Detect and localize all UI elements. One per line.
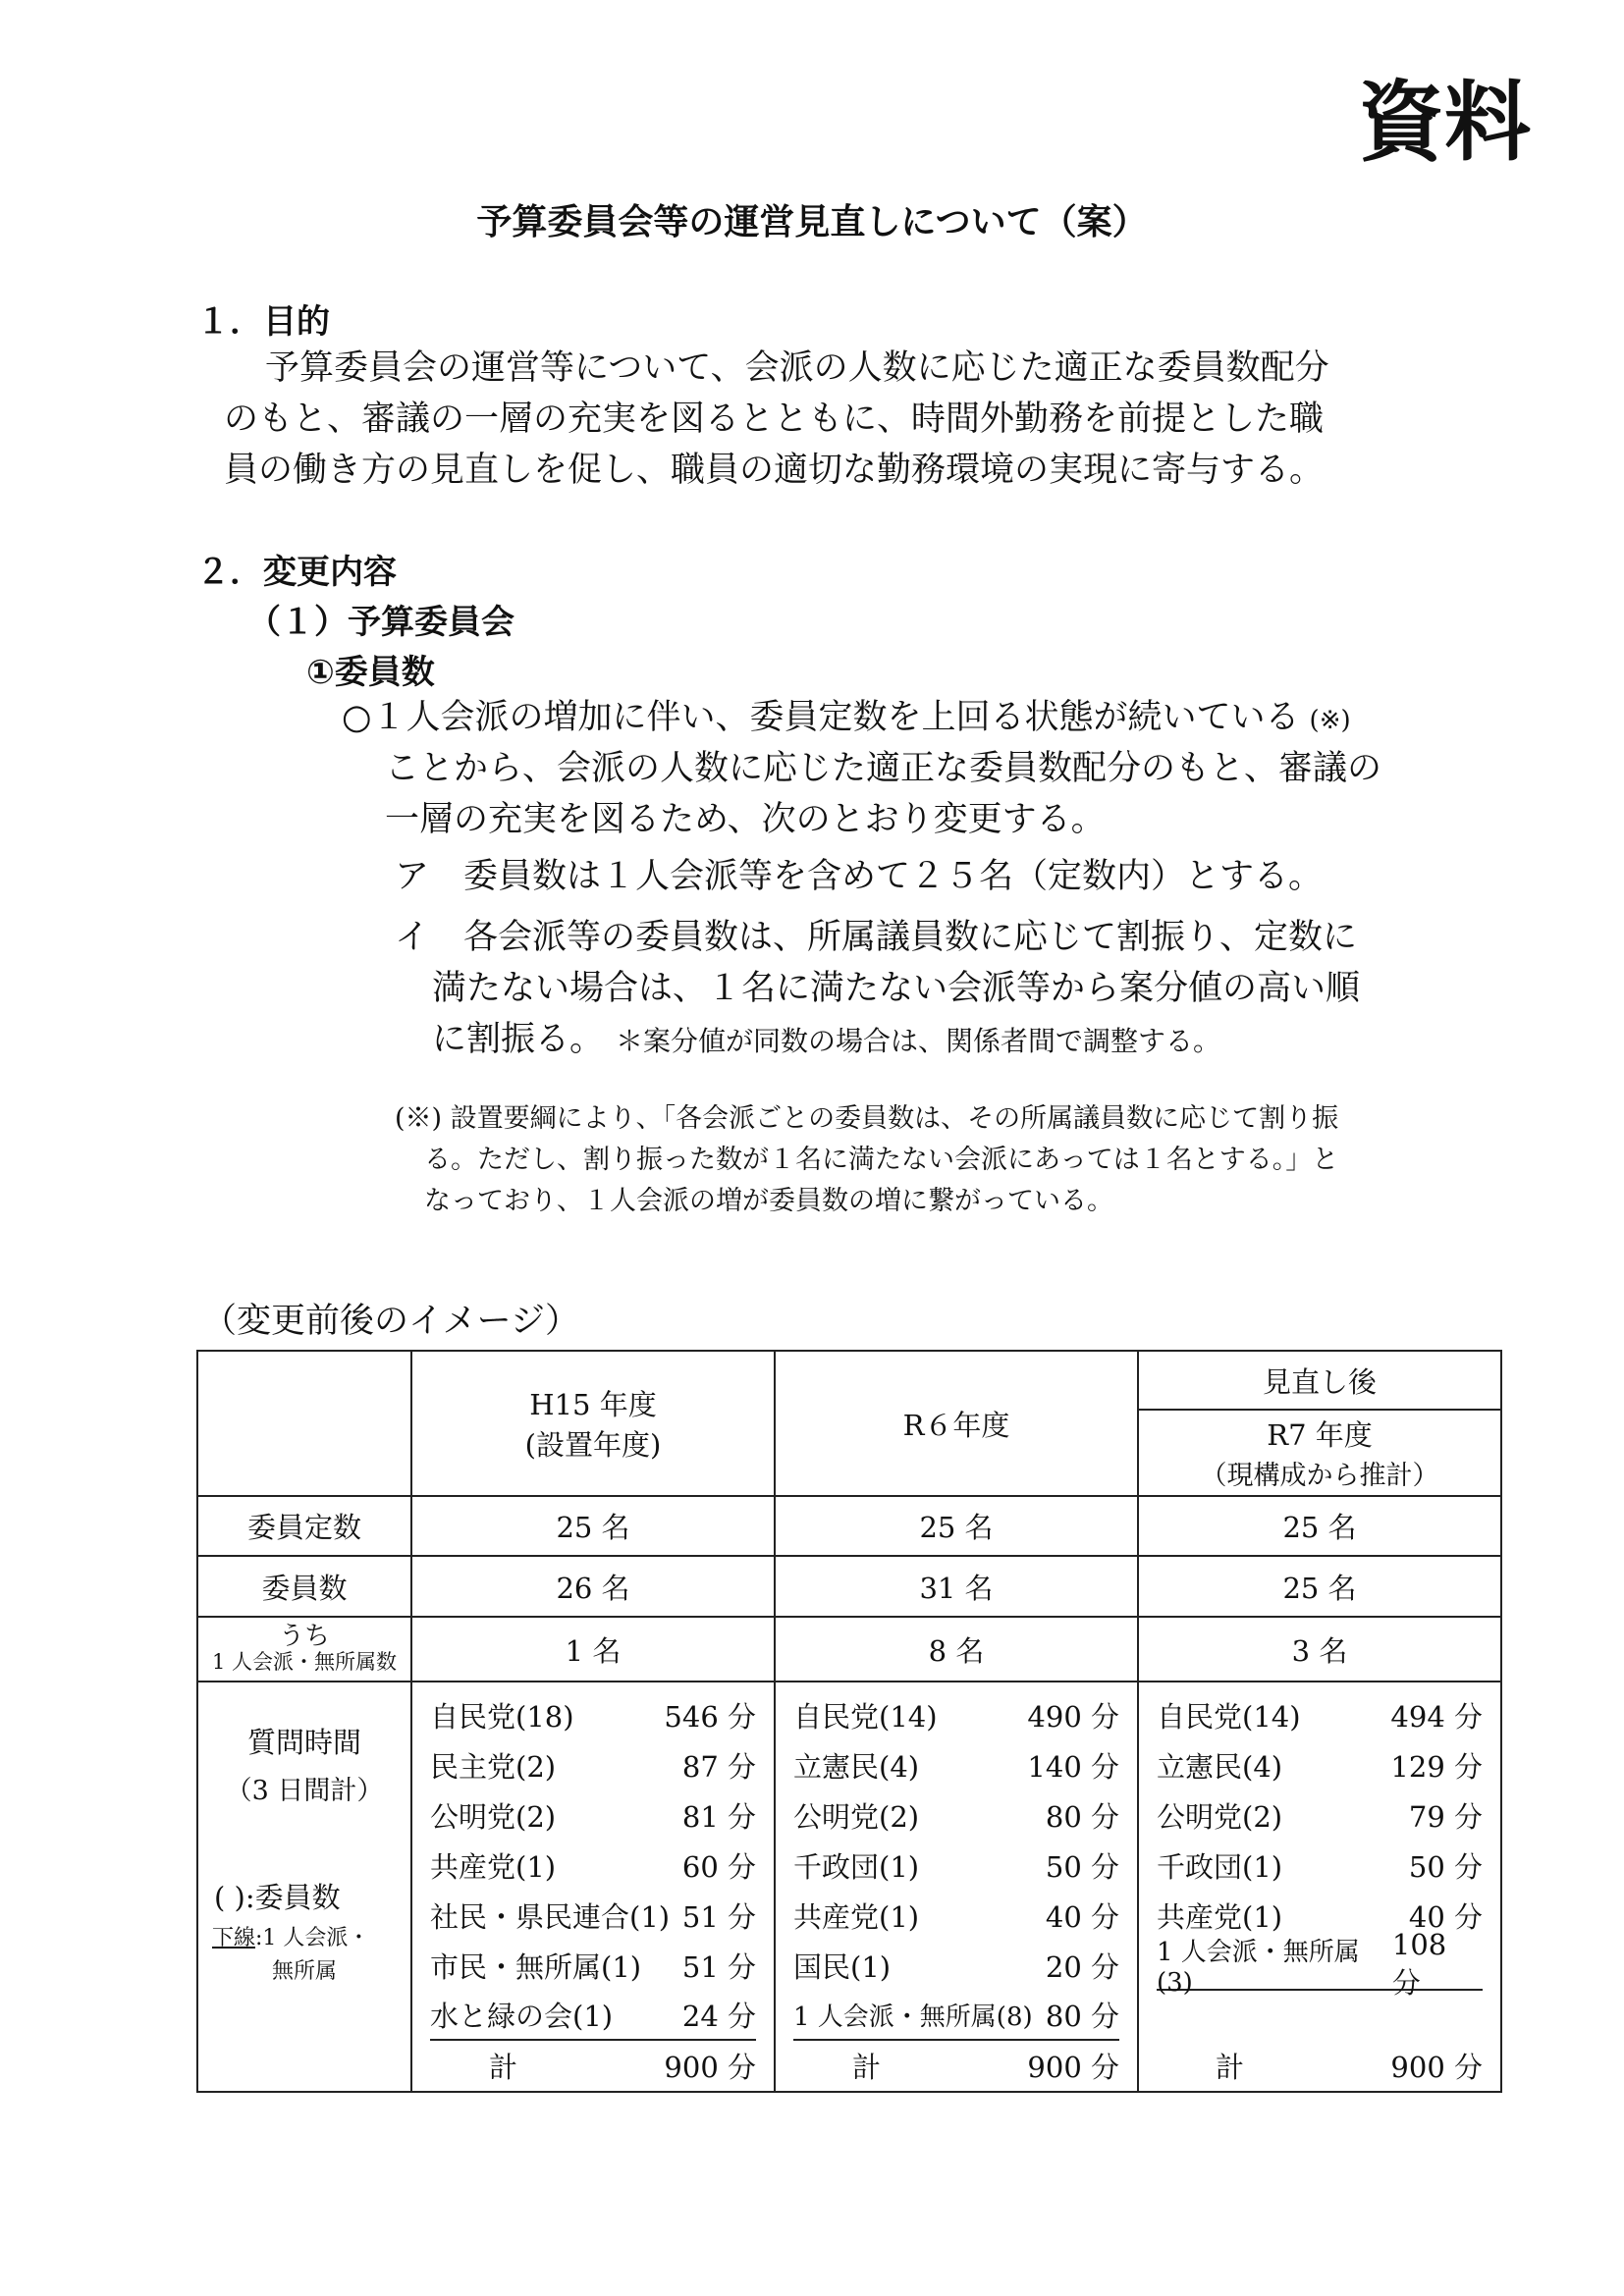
question-list-r7	[1139, 1682, 1500, 2091]
party-minutes: 490 分	[1027, 1700, 1119, 1734]
section-1-heading: １．目的	[196, 302, 330, 342]
item-a: ア 委員数は１人会派等を含めて２５名（定数内）とする。	[395, 857, 1324, 896]
header-empty-cell	[197, 1351, 411, 1496]
party-minutes: 24 分	[681, 2000, 756, 2033]
list-item	[1157, 1928, 1483, 2000]
total-label: 計	[1216, 2051, 1245, 2084]
row-label-single-member	[197, 1617, 411, 1682]
total-row	[430, 2041, 756, 2091]
members-r6: 31 名	[775, 1556, 1138, 1617]
question-time-label: 質問時間	[246, 1726, 361, 1759]
question-r7	[1138, 1682, 1501, 2092]
list-item	[430, 1941, 756, 1991]
footnote-line-2: る。ただし、割り振った数が１名に満たない会派にあっては１名とする。」と	[424, 1145, 1339, 1175]
note-mark: (※)	[1309, 706, 1351, 735]
change-para-line-2: ことから、会派の人数に応じた適正な委員数配分のもと、審議の	[385, 749, 1382, 788]
party-name: 社民・県民連合(1)	[430, 1900, 671, 1934]
list-item	[430, 1790, 756, 1841]
list-item	[793, 1740, 1119, 1790]
party-name: 水と緑の会(1)	[430, 2000, 614, 2033]
document-stamp: 資料	[1357, 72, 1531, 173]
party-minutes: 87 分	[681, 1750, 756, 1784]
list-item	[793, 1690, 1119, 1740]
row-label-quota: 委員定数	[197, 1496, 411, 1556]
row-question-time	[197, 1682, 1501, 2092]
party-minutes: 40 分	[1045, 1900, 1119, 1934]
table-caption: （変更前後のイメージ）	[202, 1302, 579, 1341]
party-name: 公明党(2)	[793, 1800, 920, 1834]
legend-underline-word: 下線	[212, 1926, 256, 1950]
party-minutes: 50 分	[1045, 1850, 1119, 1884]
question-r6	[775, 1682, 1138, 2092]
header-h15	[411, 1351, 775, 1496]
party-minutes: 40 分	[1408, 1900, 1483, 1934]
party-name: 千政団(1)	[1157, 1850, 1283, 1884]
list-item	[1157, 1740, 1483, 1790]
item-i-line-3	[432, 1015, 1220, 1064]
total-row	[1157, 2041, 1483, 2091]
purpose-line-1: 予算委員会の運営等について、会派の人数に応じた適正な委員数配分	[265, 348, 1329, 388]
list-item	[793, 1841, 1119, 1891]
total-label: 計	[489, 2051, 518, 2084]
single-member-h15: 1 名	[411, 1617, 775, 1682]
list-item	[430, 1891, 756, 1941]
list-item	[430, 1841, 756, 1891]
row-quota	[197, 1496, 1501, 1556]
purpose-line-3: 員の働き方の見直しを促し、職員の適切な勤務環境の実現に寄与する。	[224, 451, 1325, 490]
row-members	[197, 1556, 1501, 1617]
item-member-count: ①委員数	[306, 653, 435, 692]
party-minutes: 80 分	[1045, 2000, 1119, 2033]
header-after-review: 見直し後	[1138, 1351, 1501, 1410]
question-list-r6	[776, 1682, 1137, 2091]
party-name: 自民党(14)	[793, 1700, 938, 1734]
list-item	[1157, 1790, 1483, 1841]
party-name: 公明党(2)	[1157, 1800, 1283, 1834]
item-i-note: ＊案分値が同数の場合は、関係者間で調整する。	[616, 1025, 1221, 1057]
party-minutes: 140 分	[1027, 1750, 1119, 1784]
list-item	[793, 1941, 1119, 1991]
party-minutes: 546 分	[664, 1700, 756, 1734]
header-r7-year: R7 年度	[1267, 1418, 1373, 1452]
party-name: 共産党(1)	[1157, 1900, 1283, 1934]
party-minutes: 20 分	[1045, 1950, 1119, 1984]
change-para-text: ○１人会派の増加に伴い、委員定数を上回る状態が続いている	[342, 698, 1300, 737]
total-minutes: 900 分	[1027, 2051, 1119, 2084]
list-item	[430, 1991, 756, 2041]
total-row	[793, 2041, 1119, 2091]
party-minutes: 50 分	[1408, 1850, 1483, 1884]
single-member-r7: 3 名	[1138, 1617, 1501, 1682]
party-name: 立憲民(4)	[793, 1750, 920, 1784]
section-2-heading: ２．変更内容	[196, 553, 397, 592]
party-name: 1 人会派・無所属(3)	[1157, 1938, 1360, 1998]
total-minutes: 900 分	[664, 2051, 756, 2084]
quota-h15: 25 名	[411, 1496, 775, 1556]
party-minutes: 80 分	[1045, 1800, 1119, 1834]
header-r6: R６年度	[775, 1351, 1138, 1496]
party-minutes: 60 分	[681, 1850, 756, 1884]
row-label-question-time	[197, 1682, 411, 2092]
party-name: 1 人会派・無所属(8)	[793, 2002, 1033, 2032]
list-item	[430, 1740, 756, 1790]
single-member-label-a: うち	[278, 1622, 330, 1651]
party-name: 千政団(1)	[793, 1850, 920, 1884]
footnote-line-3: なっており、１人会派の増が委員数の増に繋がっている。	[424, 1186, 1113, 1216]
quota-r7: 25 名	[1138, 1496, 1501, 1556]
comparison-table	[196, 1350, 1502, 2093]
party-name: 自民党(14)	[1157, 1700, 1301, 1734]
table-header-row	[197, 1351, 1501, 1410]
question-list-h15	[412, 1682, 774, 2091]
single-member-label-b: 1 人会派・無所属数	[211, 1650, 398, 1674]
party-name: 民主党(2)	[430, 1750, 557, 1784]
members-r7: 25 名	[1138, 1556, 1501, 1617]
change-para-line-3: 一層の充実を図るため、次のとおり変更する。	[385, 800, 1106, 839]
footnote-line-1: (※) 設置要綱により、「各会派ごとの委員数は、その所属議員数に応じて割り振	[395, 1103, 1339, 1134]
legend-independent: 無所属	[271, 1959, 337, 1984]
party-name: 公明党(2)	[430, 1800, 557, 1834]
purpose-line-2: のもと、審議の一層の充実を図るとともに、時間外勤務を前提とした職	[224, 400, 1325, 439]
party-name: 共産党(1)	[430, 1850, 557, 1884]
list-item	[793, 1891, 1119, 1941]
header-h15-note: (設置年度)	[524, 1428, 662, 1462]
header-r7	[1138, 1410, 1501, 1496]
change-para-line-1	[342, 693, 1351, 745]
item-i-line-2: 満たない場合は、１名に満たない会派等から案分値の高い順	[432, 969, 1361, 1008]
party-name: 国民(1)	[793, 1950, 892, 1984]
list-item	[793, 1991, 1119, 2041]
quota-r6: 25 名	[775, 1496, 1138, 1556]
party-name: 共産党(1)	[793, 1900, 920, 1934]
row-label-members: 委員数	[197, 1556, 411, 1617]
list-item	[1157, 1841, 1483, 1891]
header-r7-note: （現構成から推計）	[1200, 1461, 1439, 1491]
party-name: 市民・無所属(1)	[430, 1950, 642, 1984]
item-i-line-1: イ 各会派等の委員数は、所属議員数に応じて割振り、定数に	[395, 918, 1358, 957]
single-member-r6: 8 名	[775, 1617, 1138, 1682]
question-time-period: （3 日間計）	[225, 1776, 384, 1806]
question-h15	[411, 1682, 775, 2092]
item-i-text: に割振る。	[432, 1020, 605, 1059]
list-item	[793, 1790, 1119, 1841]
party-minutes: 129 分	[1390, 1750, 1483, 1784]
party-minutes: 79 分	[1408, 1800, 1483, 1834]
party-minutes: 51 分	[681, 1950, 756, 1984]
party-minutes: 51 分	[681, 1900, 756, 1934]
legend-member-count: ( ):委員数	[214, 1881, 341, 1914]
list-item	[1157, 1690, 1483, 1740]
party-minutes: 494 分	[1390, 1700, 1483, 1734]
document-title: 予算委員会等の運営見直しについて（案）	[476, 202, 1148, 242]
party-name: 立憲民(4)	[1157, 1750, 1283, 1784]
party-minutes: 108 分	[1391, 1928, 1447, 2000]
list-item	[430, 1690, 756, 1740]
party-minutes: 81 分	[681, 1800, 756, 1834]
total-label: 計	[852, 2051, 882, 2084]
legend-underline	[198, 1922, 410, 1955]
members-h15: 26 名	[411, 1556, 775, 1617]
total-minutes: 900 分	[1390, 2051, 1483, 2084]
party-name: 自民党(18)	[430, 1700, 574, 1734]
header-h15-year: H15 年度	[529, 1388, 657, 1421]
subsection-budget-committee: （１）予算委員会	[247, 603, 514, 642]
row-single-member	[197, 1617, 1501, 1682]
legend-underline-meaning: :1 人会派・	[255, 1926, 370, 1950]
